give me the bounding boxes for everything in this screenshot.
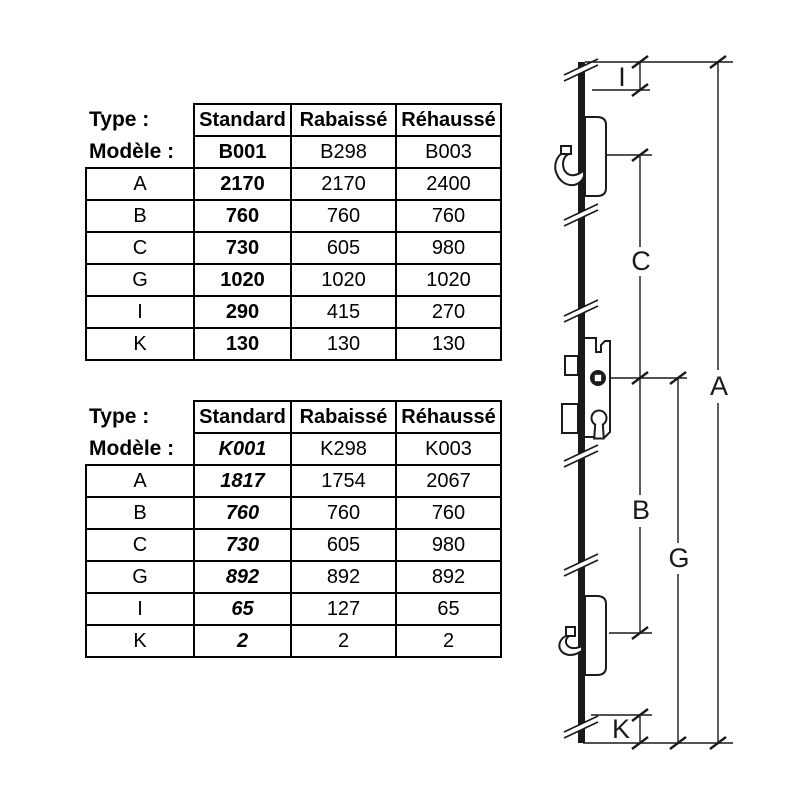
keeper-plate	[585, 117, 606, 196]
spec-table-k-models	[85, 400, 502, 658]
col-header-rabaisse: Rabaissé	[291, 401, 396, 433]
dim-label-a: A	[709, 371, 729, 401]
table-cell: 1020	[396, 264, 501, 296]
table-cell: 415	[291, 296, 396, 328]
table-cell: 127	[291, 593, 396, 625]
row-label: K	[86, 328, 194, 360]
dimension-ticks	[632, 56, 729, 749]
table-cell: 730	[194, 529, 291, 561]
table-cell: 1020	[291, 264, 396, 296]
row-label: G	[86, 561, 194, 593]
table-cell: 65	[194, 593, 291, 625]
latch-bolt	[565, 356, 578, 375]
table-cell: 760	[194, 497, 291, 529]
table-cell: 270	[396, 296, 501, 328]
hook-bolt-head	[561, 146, 571, 154]
table-cell: 892	[396, 561, 501, 593]
table-cell: 760	[291, 497, 396, 529]
table-cell: 980	[396, 529, 501, 561]
table-cell: 1020	[194, 264, 291, 296]
follower-square-hole	[595, 375, 601, 381]
table-cell: 2	[396, 625, 501, 657]
model-cell: B003	[396, 136, 501, 168]
table-cell: 130	[194, 328, 291, 360]
lock-dimension-diagram	[540, 40, 785, 760]
table-cell: 892	[291, 561, 396, 593]
dim-label-c: C	[631, 246, 651, 276]
table-cell: 290	[194, 296, 291, 328]
col-header-rabaisse: Rabaissé	[291, 104, 396, 136]
table-cell: 130	[396, 328, 501, 360]
row-label: K	[86, 625, 194, 657]
dim-label-g: G	[668, 543, 690, 573]
table-cell: 980	[396, 232, 501, 264]
dim-label-k: K	[611, 714, 631, 744]
table-cell: 1817	[194, 465, 291, 497]
row-label: I	[86, 296, 194, 328]
dim-label-i: I	[618, 62, 626, 92]
model-cell: B001	[194, 136, 291, 168]
table-cell: 892	[194, 561, 291, 593]
row-label: I	[86, 593, 194, 625]
table-cell: 760	[194, 200, 291, 232]
table-cell: 2	[194, 625, 291, 657]
col-header-standard: Standard	[194, 401, 291, 433]
table-cell: 2400	[396, 168, 501, 200]
table-cell: 760	[291, 200, 396, 232]
spec-table-b-models	[85, 103, 502, 361]
dim-label-b: B	[631, 495, 651, 525]
model-cell: K003	[396, 433, 501, 465]
table-cell: 2067	[396, 465, 501, 497]
model-label: Modèle :	[89, 139, 175, 163]
lock-case	[562, 338, 610, 439]
row-label: B	[86, 497, 194, 529]
model-label: Modèle :	[89, 436, 175, 460]
model-cell: K298	[291, 433, 396, 465]
table-cell: 605	[291, 529, 396, 561]
table-cell: 2170	[194, 168, 291, 200]
type-label: Type :	[89, 108, 150, 131]
keeper-plate	[585, 596, 606, 675]
euro-cylinder	[592, 411, 607, 439]
deadbolt	[562, 404, 578, 433]
table-cell: 730	[194, 232, 291, 264]
table-cell: 2170	[291, 168, 396, 200]
hook-bolt-head	[566, 627, 575, 636]
col-header-rehausse: Réhaussé	[396, 104, 501, 136]
row-label: A	[86, 168, 194, 200]
table-cell: 65	[396, 593, 501, 625]
model-cell: K001	[194, 433, 291, 465]
row-label: C	[86, 232, 194, 264]
spec-table	[85, 103, 502, 361]
row-label: G	[86, 264, 194, 296]
row-label: C	[86, 529, 194, 561]
model-cell: B298	[291, 136, 396, 168]
col-header-standard: Standard	[194, 104, 291, 136]
table-cell: 130	[291, 328, 396, 360]
table-cell: 605	[291, 232, 396, 264]
row-label: A	[86, 465, 194, 497]
col-header-rehausse: Réhaussé	[396, 401, 501, 433]
table-cell: 2	[291, 625, 396, 657]
type-label: Type :	[89, 405, 150, 428]
table-cell: 760	[396, 497, 501, 529]
table-cell: 1754	[291, 465, 396, 497]
spec-table	[85, 400, 502, 658]
table-cell: 760	[396, 200, 501, 232]
row-label: B	[86, 200, 194, 232]
